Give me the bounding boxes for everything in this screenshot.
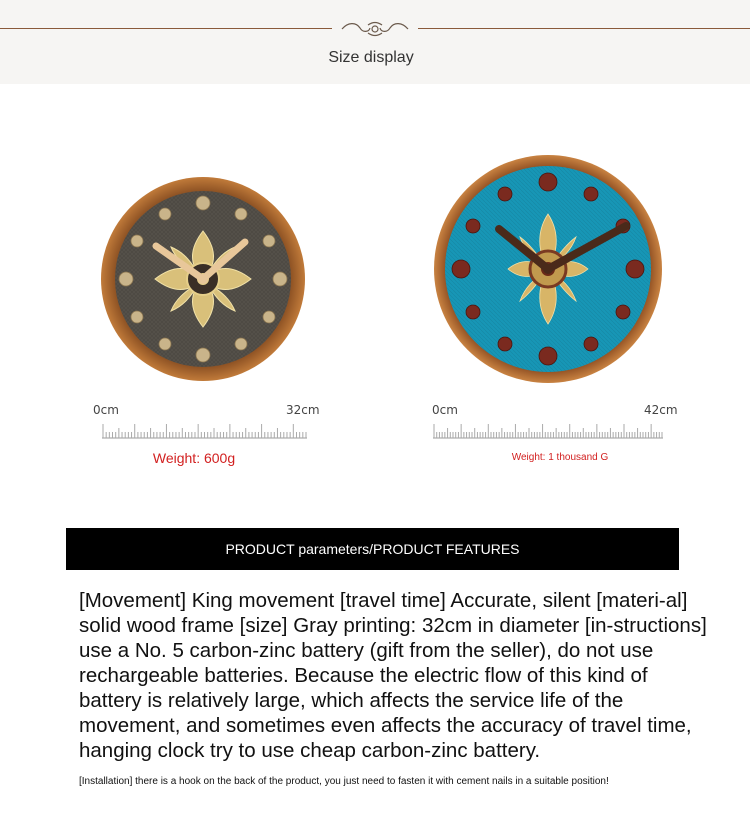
blue-clock-ruler-end: 42cm <box>644 403 678 417</box>
installation-note: [Installation] there is a hook on the back of the product, you just need to fasten it with cement nails in a suitable position! <box>79 776 609 787</box>
header-band <box>0 0 750 84</box>
gray-clock-ruler-end: 32cm <box>286 403 320 417</box>
blue-clock-weight: Weight: 1 thousand G <box>511 452 609 463</box>
product-parameters-heading <box>66 528 679 570</box>
gray-clock-ruler <box>102 422 307 440</box>
gray-clock-weight: Weight: 600g <box>152 450 236 466</box>
product-description: [Movement] King movement [travel time] Accurate, silent [materi-al] solid wood frame [size] Gray printing: 32cm in diameter [in-structions] use a No. 5 carbon-zinc battery (gift from the seller), do not use rechargeable batteries. Because the electric flow of this kind of battery is relatively large, which affects the service life of the movement, and sometimes even affects the accuracy of travel time, hanging clock try to use cheap carbon-zinc battery. <box>79 589 707 762</box>
blue-clock-image <box>433 154 663 384</box>
gray-clock-ruler-start: 0cm <box>93 403 119 417</box>
section-title: Size display <box>328 49 414 66</box>
gray-clock-image <box>100 176 306 382</box>
header-divider-left <box>0 28 332 29</box>
product-parameters-heading-text: PRODUCT parameters/PRODUCT FEATURES <box>225 541 520 557</box>
header-divider-right <box>418 28 750 29</box>
blue-clock-ruler-start: 0cm <box>432 403 458 417</box>
blue-clock-ruler <box>433 422 663 440</box>
scroll-ornament-icon <box>338 20 412 38</box>
